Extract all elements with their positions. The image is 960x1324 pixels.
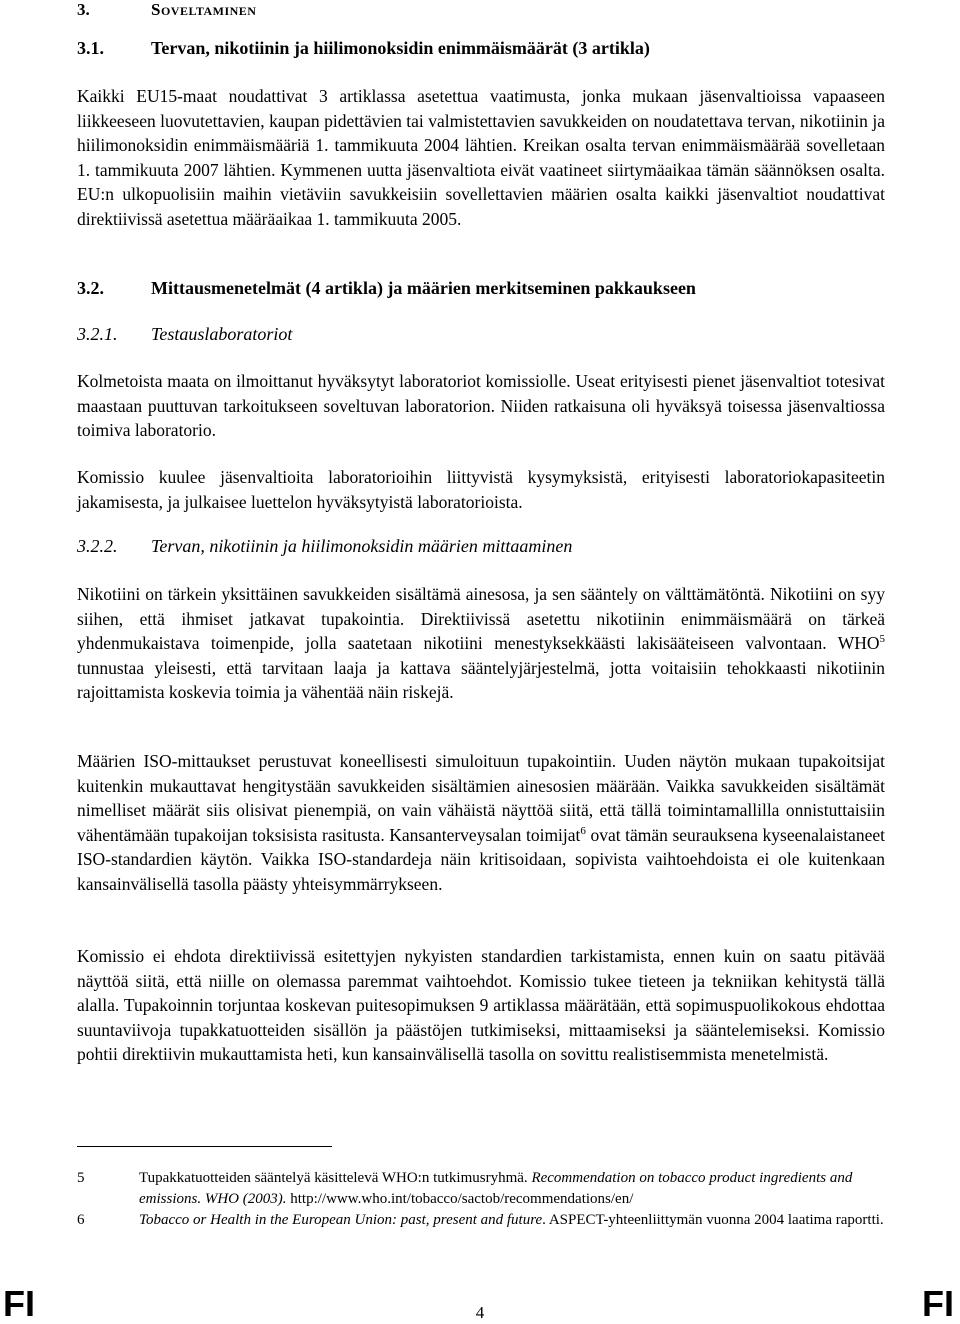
footnote-number: 6 bbox=[77, 1212, 85, 1228]
subsection-heading-3-2 bbox=[77, 278, 696, 299]
footnote-title: Tobacco or Health in the European Union: past, present and future bbox=[139, 1212, 543, 1228]
subsection-heading-3-2-2 bbox=[77, 536, 572, 557]
paragraph-3-1: Kaikki EU15-maat noudattivat 3 artiklassa asetettua vaatimusta, jonka mukaan jäsenvaltioissa vapaaseen liikkeeseen luovutettavien, kaupan pidettävien tai valmistettavien savukkeiden on noudatettava tervan, nikotiinin ja hiilimonoksidin enimmäismääriä 1. tammikuuta 2004 lähtien. Kreikan osalta tervan enimmäismäärää sovelletaan 1. tammikuuta 2007 lähtien. Kymmenen uutta jäsenvaltiota eivät vaatineet siirtymäaikaa tämän säännöksen osalta. EU:n ulkopuolisiin maihin vietäviin savukkeisiin sovellettavien määrien osalta kaikki jäsenvaltiot noudattivat direktiivissä asetettua määräaikaa 1. tammikuuta 2005. bbox=[77, 86, 885, 229]
footer-language-right: FI bbox=[922, 1283, 954, 1324]
section-heading bbox=[77, 0, 256, 20]
section-number: 3. bbox=[77, 0, 90, 19]
paragraph-3-2-1-a: Kolmetoista maata on ilmoittanut hyväksytyt laboratoriot komissiolle. Useat erityisesti pienet jäsenvaltiot totesivat maastaan puuttuvan tarkoitukseen soveltuvan laboratorion. Niiden ratkaisuna oli hyväksyä toisessa jäsenvaltiossa toimiva laboratorio. bbox=[77, 371, 885, 441]
paragraph-text: Nikotiini on tärkein yksittäinen savukkeiden sisältämä ainesosa, ja sen sääntely on välttämätöntä. Nikotiini on syy siihen, että ihmiset jatkavat tupakointia. Direktiivissä asetettu nikotiinin enimmäismäärä on tärkeä yhdenmukaistava toimenpide, jolla saatetaan nikotiini menestyksekkäästi lakisääteiseen valvontaan. WHO bbox=[77, 584, 885, 654]
paragraph-3-2-2-a bbox=[77, 582, 885, 705]
footnote-url: http://www.who.int/tobacco/sactob/recommendations/en/ bbox=[286, 1190, 634, 1207]
subsection-heading-3-1 bbox=[77, 38, 650, 59]
footnote-number: 5 bbox=[77, 1170, 85, 1186]
subsection-title: Tervan, nikotiinin ja hiilimonoksidin enimmäismäärät (3 artikla) bbox=[151, 38, 650, 58]
paragraph-text: ovat tämän seurauksena kyseenalaistaneet ISO-standardien käytön. Vaikka ISO-standardeja näin kritisoidaan, sopivista vaihtoehdoista ei ole kuitenkaan kansainvälisellä tasolla päästy yhteisymmärrykseen. bbox=[77, 824, 885, 894]
subsection-title: Mittausmenetelmät (4 artikla) ja määrien merkitseminen pakkaukseen bbox=[151, 278, 696, 298]
footnote-divider bbox=[77, 1146, 332, 1147]
subsection-number: 3.1. bbox=[77, 38, 104, 58]
footnote-text bbox=[139, 1168, 885, 1209]
footnote-text bbox=[139, 1210, 885, 1231]
footnote-6 bbox=[77, 1210, 885, 1231]
paragraph-3-2-2-c: Komissio ei ehdota direktiivissä esitettyjen nykyisten standardien tarkistamista, ennen kuin on saatu pitävää näyttöä siitä, että niille on olemassa paremmat vaihtoehdot. Komissio tukee tieteen ja tekniikan kehitystä tällä alalla. Tupakoinnin torjuntaa koskevan puitesopimuksen 9 artiklassa määrätään, että sopimuspuolikokous ehdottaa suuntaviivoja tupakkatuotteiden sisällön ja päästöjen tutkimiseksi, mittaamiseksi ja sääntelemiseksi. Komissio pohtii direktiivin mukauttamista heti, kun kansainvälisellä tasolla on sovittu realistisemmista menetelmistä. bbox=[77, 946, 885, 1065]
paragraph-3-2-2-b bbox=[77, 749, 885, 897]
footer-language-left: FI bbox=[3, 1283, 35, 1324]
footnote-text-part: Tupakkatuotteiden sääntelyä käsittelevä WHO:n tutkimusryhmä. bbox=[139, 1170, 532, 1186]
subsection-title: Testauslaboratoriot bbox=[151, 324, 293, 344]
section-title: Soveltaminen bbox=[151, 0, 257, 19]
subsection-number: 3.2.1. bbox=[77, 324, 118, 344]
footnote-title: Recommendation on tobacco product ingredients and emissions. WHO (2003). bbox=[139, 1170, 853, 1207]
subsection-heading-3-2-1 bbox=[77, 324, 292, 345]
paragraph-text: tunnustaa yleisesti, että tarvitaan laaja ja kattava sääntelyjärjestelmä, jotta voitaisiin tehokkaasti nikotiinin rajoittamista koskevia toimia ja vähentää näin riskejä. bbox=[77, 657, 885, 703]
subsection-title: Tervan, nikotiinin ja hiilimonoksidin määrien mittaaminen bbox=[151, 536, 573, 556]
paragraph-3-2-1-b: Komissio kuulee jäsenvaltioita laboratorioihin liittyvistä kysymyksistä, erityisesti laboratoriokapasiteetin jakamisesta, ja julkaisee luettelon hyväksytyistä laboratorioista. bbox=[77, 467, 885, 512]
subsection-number: 3.2. bbox=[77, 278, 104, 298]
footnote-ref: 5 bbox=[879, 633, 885, 646]
paragraph-text: Määrien ISO-mittaukset perustuvat koneellisesti simuloituun tupakointiin. Uuden näytön mukaan tupakoitsijat kuitenkin mukauttavat hengitystään savukkeiden sisältämien ainesosien määrään. Vaikka savukkeiden sisältämät nimelliset määrät siis olisivat pienempiä, on vain vähäistä näyttöä siitä, että tällä toimintamallilla onnistuttaisiin vähentämään tupakoijan toksisista rasitusta. Kansanterveysalan toimijat bbox=[77, 751, 885, 845]
footnote-5 bbox=[77, 1168, 885, 1209]
footnote-text-part: . ASPECT-yhteenliittymän vuonna 2004 laatima raportti. bbox=[542, 1212, 884, 1228]
footnote-ref: 6 bbox=[580, 824, 586, 837]
page-number: 4 bbox=[475, 1303, 485, 1322]
subsection-number: 3.2.2. bbox=[77, 536, 118, 556]
